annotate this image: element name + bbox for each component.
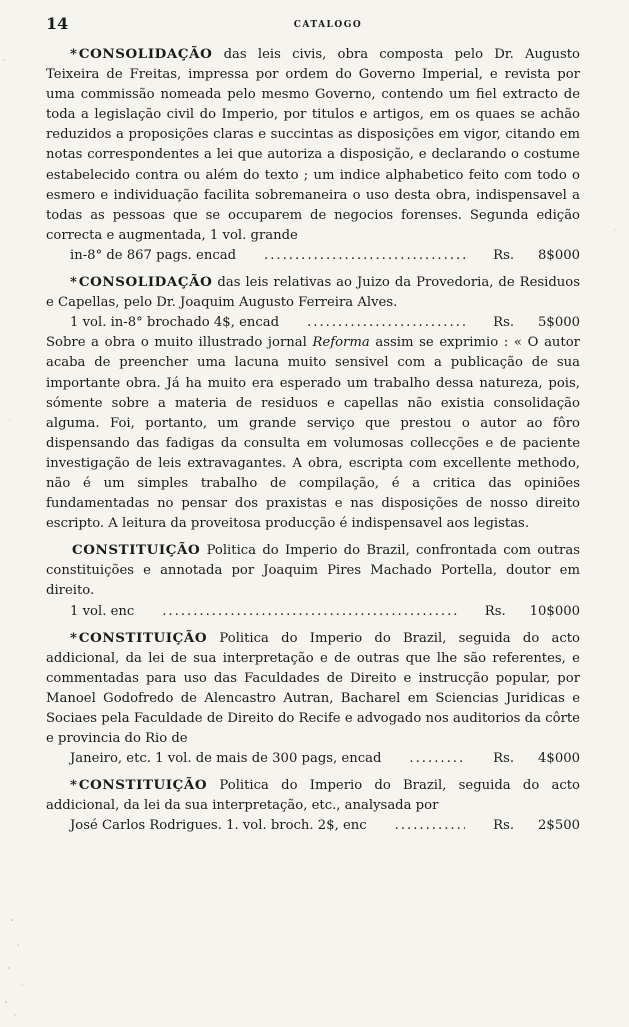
dot-leader (138, 602, 457, 622)
catalog-entry (46, 540, 580, 621)
review-quote: « O autor acaba de preencher uma lacuna muito sensivel com a publicação de sua importante obra. Já ha muito era esperado um trabalho dessa natureza, pois, sómente sobre a materia de residuos e capellas não existia consolidação alguma. Foi, portanto, um grande serviço que prestou o autor ao fôro dispensando das fadigas da consulta em volumosas collecções e de paciente investigação de leis extravagantes. A obra, escripta com excellente methodo, não é um simples trabalho de compilação, é a critica das opiniões fundamentadas no pensar dos praxistas e nas disposições de nosso direito escripto. A leitura da proveitosa producção é indispensavel aos legistas. (46, 335, 580, 532)
star-marker: * (70, 630, 77, 646)
price-value: 4$000 (538, 751, 580, 767)
price-line (46, 246, 580, 266)
entry-headword: CONSOLIDAÇÃO (78, 46, 213, 62)
entry-headword: CONSOLIDAÇÃO (78, 274, 213, 291)
price-value: 10$000 (529, 603, 580, 619)
catalog-page (46, 14, 580, 843)
journal-name: Reforma (312, 335, 370, 351)
catalog-entry (46, 272, 580, 534)
catalog-entry (46, 44, 580, 266)
star-marker: * (70, 778, 77, 794)
entry-description: das leis civis, obra composta pelo Dr. Augusto Teixeira de Freitas, impressa por ordem do Governo Imperial, e revista por uma commissão nomeada pelo mesmo Governo, contendo um fiel extracto de toda a legislação civil do Imperio, por titulos e artigos, em os quaes se achão reduzidos a proposições claras e succintas as disposições em vigor, citando em notas correspondentes a lei que autoriza a disposição, e declarando o costume estabelecido contra ou além do texto ; um indice alphabetico feito com todo o esmero e individuação facilita sobremaneira o uso desta obra, indispensavel a todas as pessoas que se occuparem de negocios forenses. Segunda edição correcta e augmentada, 1 vol. grande (46, 47, 580, 243)
entry-headword: CONSTITUIÇÃO (78, 777, 208, 794)
catalog-entry (46, 775, 580, 836)
price-lead: 1 vol. in-8° brochado 4$, encad (70, 315, 280, 331)
star-marker: * (70, 47, 77, 62)
price-lead: in-8° de 867 pags. encad (70, 247, 237, 263)
dot-leader (371, 816, 466, 836)
catalog-entry (46, 628, 580, 770)
currency-label: Rs. (484, 603, 506, 619)
entry-headword: CONSTITUIÇÃO (72, 542, 201, 559)
currency-label: Rs. (493, 315, 515, 331)
dot-leader (283, 313, 465, 333)
price-lead: José Carlos Rodrigues. 1. vol. broch. 2$, enc (70, 818, 367, 834)
currency-label: Rs. (493, 751, 515, 767)
running-title: CATALOGO (293, 20, 363, 30)
review-intro: Sobre a obra o muito illustrado jornal (46, 335, 307, 351)
price-value: 5$000 (538, 315, 580, 331)
price-value: 2$500 (538, 818, 580, 834)
price-line (46, 602, 580, 622)
dot-leader (240, 246, 465, 266)
review-after: assim se exprimio : (375, 335, 509, 351)
dot-leader (385, 749, 465, 769)
price-lead: Janeiro, etc. 1 vol. de mais de 300 pags, encad (70, 751, 382, 767)
price-line (46, 749, 580, 769)
price-line (46, 313, 580, 333)
entry-description: Politica do Imperio do Brazil, seguida do acto addicional, da lei da sua interpretação, etc., analysada por (46, 778, 580, 814)
currency-label: Rs. (493, 247, 515, 263)
price-line (46, 816, 580, 836)
entry-description: Politica do Imperio do Brazil, confrontada com outras constituições e annotada por Joaquim Pires Machado Portella, doutor em direito. (46, 543, 580, 599)
price-lead: 1 vol. enc (70, 603, 135, 619)
review-paragraph (46, 333, 580, 534)
entry-description: das leis relativas ao Juizo da Provedoria, de Residuos e Capellas, pelo Dr. Joaquim Augusto Ferreira Alves. (46, 275, 580, 311)
star-marker: * (70, 275, 77, 291)
price-value: 8$000 (538, 247, 580, 263)
entry-description: Politica do Imperio do Brazil, seguida do acto addicional, da lei de sua interpretação e de outras que lhe são referentes, e commentadas para uso das Faculdades de Direito e instrucção popular, por Manoel Godofredo de Alencastro Autran, Bacharel em Sciencias Juridicas e Sociaes pela Faculdade de Direito do Recife e advogado nos auditorios da côrte e provincia do Rio de (46, 630, 580, 747)
currency-label: Rs. (493, 818, 515, 834)
page-number: 14 (46, 14, 69, 33)
entry-headword: CONSTITUIÇÃO (78, 629, 208, 646)
page-header (46, 14, 580, 44)
